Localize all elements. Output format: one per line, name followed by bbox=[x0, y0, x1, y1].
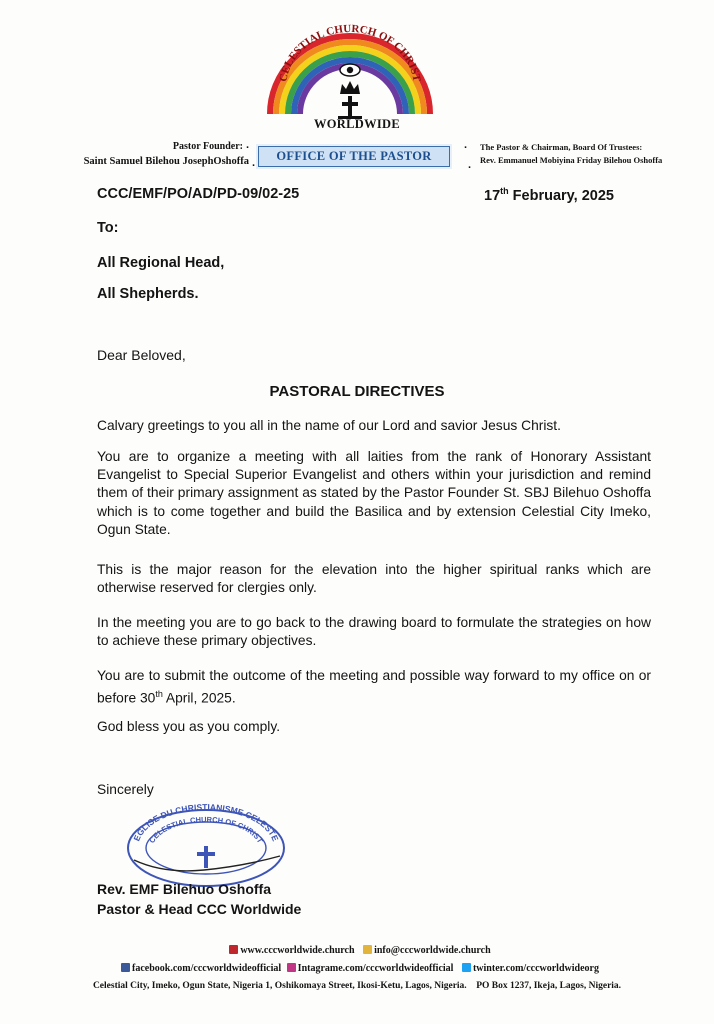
board-chairman-title: The Pastor & Chairman, Board Of Trustees: bbox=[480, 142, 643, 152]
footer-instagram[interactable]: Intagrame.com/cccworldwideofficial bbox=[297, 963, 454, 974]
closing-sincerely: Sincerely bbox=[97, 782, 154, 797]
church-stamp-icon bbox=[124, 800, 288, 888]
instagram-icon bbox=[287, 963, 296, 972]
paragraph-elevation-reason: This is the major reason for the elevation into the higher spiritual ranks which are otherwise reserved for clergies only. bbox=[97, 562, 651, 596]
footer-social-line bbox=[0, 963, 714, 974]
letter-date: 17th February, 2025 bbox=[484, 186, 614, 204]
logo-arch-text: CELESTIAL CHURCH OF CHRIST bbox=[277, 22, 423, 83]
footer-address-line bbox=[0, 981, 714, 991]
paragraph-greeting: Calvary greetings to you all in the name of our Lord and savior Jesus Christ. bbox=[97, 418, 561, 433]
paragraph-blessing: God bless you as you comply. bbox=[97, 719, 281, 734]
footer-contact-line bbox=[0, 945, 714, 956]
facebook-icon bbox=[121, 963, 130, 972]
paragraph-strategies: In the meeting you are to go back to the drawing board to formulate the strategies on how to achieve these primary objectives. bbox=[97, 615, 651, 649]
footer-po-box: PO Box 1237, Ikeja, Lagos, Nigeria. bbox=[476, 981, 622, 991]
paragraph-meeting-directive: You are to organize a meeting with all laities from the rank of Honorary Assistant Evangelist to Special Superior Evangelist and others within your jurisdiction and remind them of their primary assignment as stated by the Pastor Founder St. SBJ Bilehuo Oshoffa which is to come together and build the Basilica and by extension Celestial City Imeko, Ogun State. bbox=[97, 449, 651, 537]
footer-facebook[interactable]: facebook.com/cccworldwideofficial bbox=[132, 963, 282, 974]
twitter-icon bbox=[462, 963, 471, 972]
svg-text:EGLISE DU CHRISTIANISME CELEST: EGLISE DU CHRISTIANISME CELESTE bbox=[131, 801, 281, 843]
signatory-title: Pastor & Head CCC Worldwide bbox=[97, 901, 302, 917]
svg-text:CELESTIAL CHURCH OF CHRIST: CELESTIAL CHURCH OF CHRIST bbox=[147, 814, 265, 845]
footer-website[interactable]: www.cccworldwide.church bbox=[240, 945, 355, 956]
footer-twitter[interactable]: twinter.com/cccworldwideorg bbox=[472, 963, 599, 974]
globe-icon bbox=[229, 945, 238, 954]
reference-number: CCC/EMF/PO/AD/PD-09/02-25 bbox=[97, 186, 300, 202]
paragraph-submission-deadline: You are to submit the outcome of the meeting and possible way forward to my office on or before 30th April, 2025. bbox=[97, 668, 651, 706]
footer-email[interactable]: info@cccworldwide.church bbox=[374, 945, 491, 956]
board-chairman-name: Rev. Emmanuel Mobiyina Friday Bilehou Oshoffa bbox=[480, 155, 663, 165]
worldwide-label: WORLDWIDE bbox=[313, 117, 401, 131]
divider-dot: · bbox=[246, 142, 250, 154]
recipient-line-1: All Regional Head, bbox=[97, 255, 225, 271]
footer-address: Celestial City, Imeko, Ogun State, Nigeria 1, Oshikomaya Street, Ikosi-Ketu, Lagos, Nigeria. bbox=[92, 981, 467, 991]
divider-dot: · bbox=[464, 142, 468, 154]
divider-dot: · bbox=[468, 162, 472, 174]
signatory-name: Rev. EMF Bilehuo Oshoffa bbox=[97, 881, 271, 897]
mail-icon bbox=[363, 945, 372, 954]
pastor-founder-name: Saint Samuel Bilehou JosephOshoffa bbox=[83, 156, 249, 167]
letter-heading: PASTORAL DIRECTIVES bbox=[269, 383, 445, 400]
salutation: Dear Beloved, bbox=[97, 347, 186, 363]
divider-dot: · bbox=[252, 160, 256, 172]
pastor-founder-title: Pastor Founder: bbox=[172, 141, 243, 152]
to-label: To: bbox=[97, 220, 119, 236]
office-of-the-pastor-label: OFFICE OF THE PASTOR bbox=[258, 146, 450, 167]
recipient-line-2: All Shepherds. bbox=[97, 286, 199, 302]
